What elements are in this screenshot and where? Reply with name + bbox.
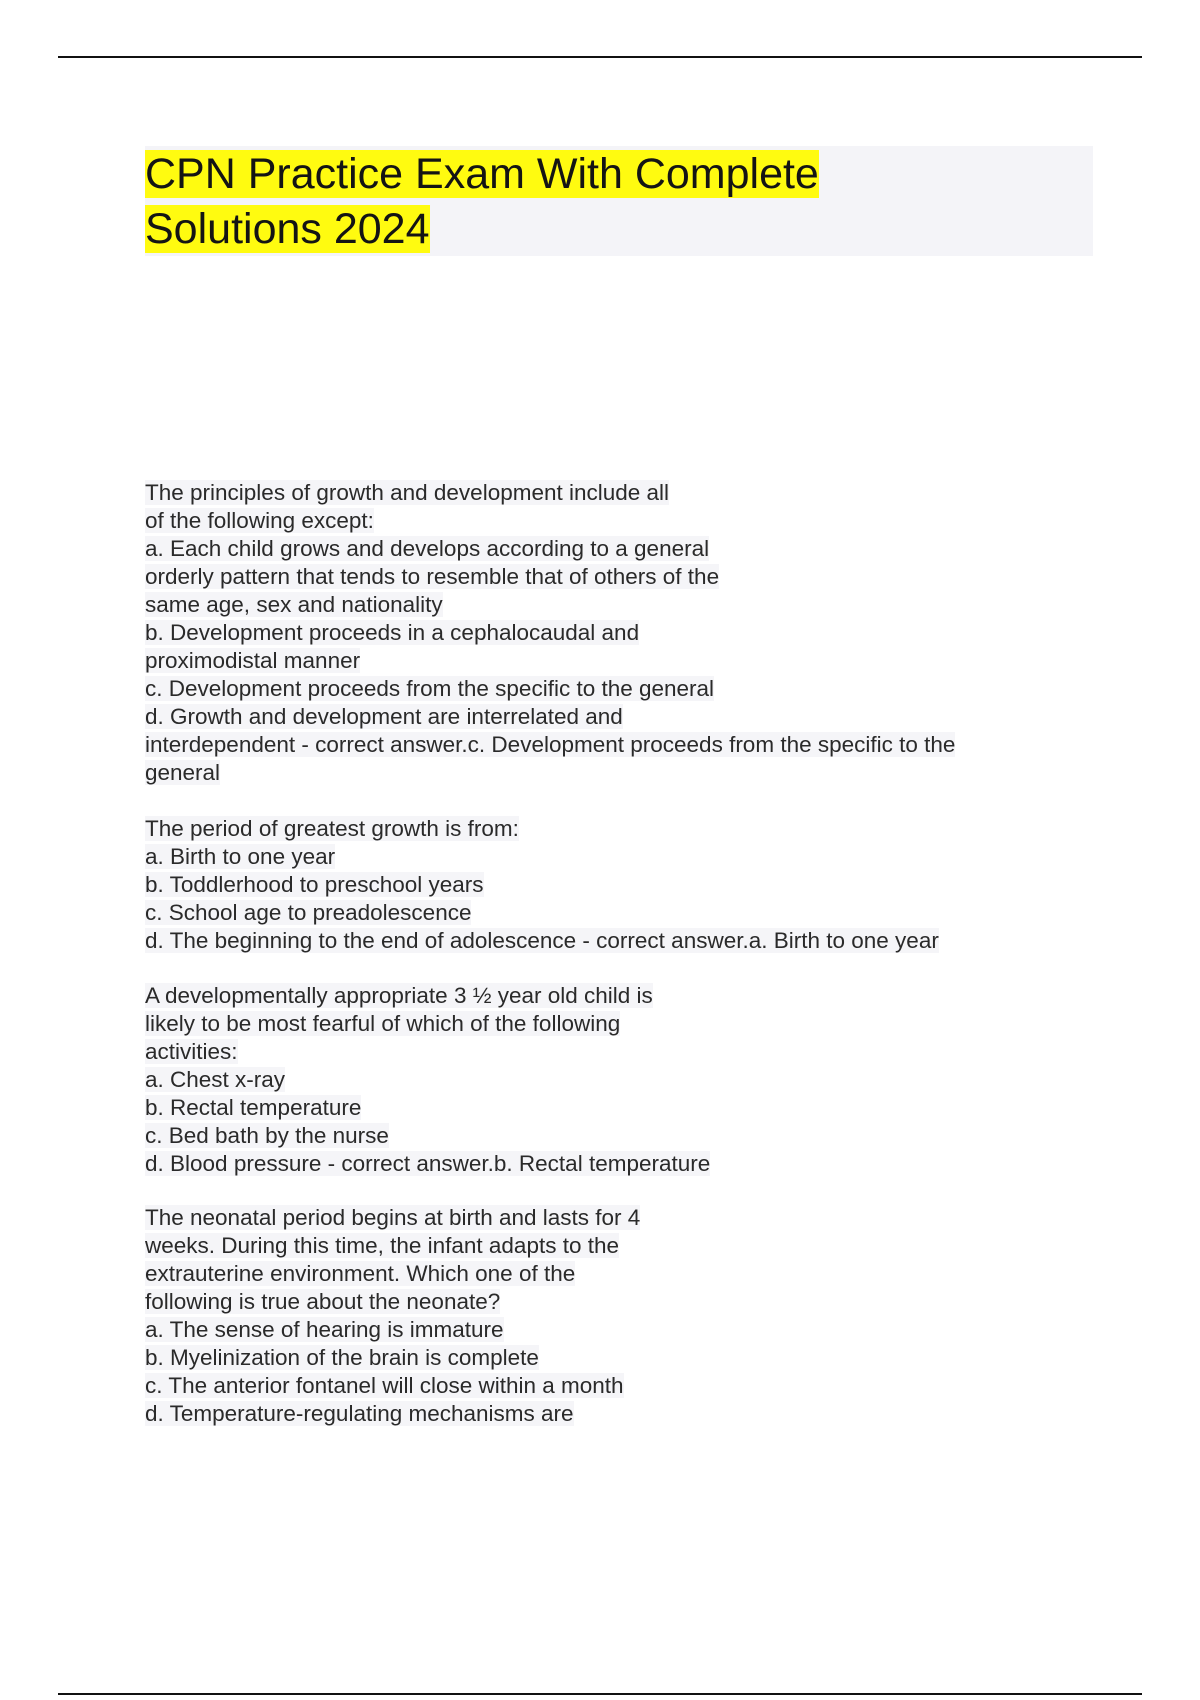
answer-option-continued: proximodistal manner xyxy=(145,648,361,673)
answer-option: b. Rectal temperature xyxy=(145,1095,362,1120)
question-text-line: The principles of growth and development include all xyxy=(145,480,670,505)
question-text-line: activities: xyxy=(145,1039,238,1064)
page-title xyxy=(145,147,819,257)
title-line-2: Solutions 2024 xyxy=(145,205,430,253)
question-block xyxy=(145,479,955,787)
question-block xyxy=(145,982,710,1178)
correct-answer-line: general xyxy=(145,760,221,785)
answer-option: b. Toddlerhood to preschool years xyxy=(145,872,484,897)
answer-option: a. Birth to one year xyxy=(145,844,336,869)
correct-answer-line: d. Blood pressure - correct answer.b. Rectal temperature xyxy=(145,1151,711,1176)
answer-option: d. Growth and development are interrelated and xyxy=(145,704,623,729)
answer-option: a. The sense of hearing is immature xyxy=(145,1317,504,1342)
question-text-line: of the following except: xyxy=(145,508,374,533)
answer-option: c. Bed bath by the nurse xyxy=(145,1123,389,1148)
correct-answer-line: d. The beginning to the end of adolescence - correct answer.a. Birth to one year xyxy=(145,928,939,953)
question-text-line: extrauterine environment. Which one of the xyxy=(145,1261,576,1286)
answer-option: b. Development proceeds in a cephalocaudal and xyxy=(145,620,640,645)
question-text-line: A developmentally appropriate 3 ½ year old child is xyxy=(145,983,653,1008)
question-block xyxy=(145,1204,640,1428)
answer-option: c. School age to preadolescence xyxy=(145,900,472,925)
title-line-1: CPN Practice Exam With Complete xyxy=(145,150,819,198)
correct-answer-line: interdependent - correct answer.c. Development proceeds from the specific to the xyxy=(145,732,956,757)
question-text-line: weeks. During this time, the infant adapts to the xyxy=(145,1233,620,1258)
answer-option: a. Chest x-ray xyxy=(145,1067,286,1092)
answer-option-continued: same age, sex and nationality xyxy=(145,592,443,617)
answer-option: a. Each child grows and develops according to a general xyxy=(145,536,710,561)
answer-option-continued: orderly pattern that tends to resemble that of others of the xyxy=(145,564,720,589)
answer-option: c. Development proceeds from the specific to the general xyxy=(145,676,715,701)
answer-option: c. The anterior fontanel will close within a month xyxy=(145,1373,624,1398)
answer-option: b. Myelinization of the brain is complete xyxy=(145,1345,539,1370)
header-rule xyxy=(58,56,1142,58)
footer-rule xyxy=(58,1693,1142,1695)
question-text-line: following is true about the neonate? xyxy=(145,1289,501,1314)
answer-option: d. Temperature-regulating mechanisms are xyxy=(145,1401,574,1426)
question-text-line: The neonatal period begins at birth and lasts for 4 xyxy=(145,1205,641,1230)
question-text-line: likely to be most fearful of which of the following xyxy=(145,1011,621,1036)
question-text-line: The period of greatest growth is from: xyxy=(145,816,519,841)
question-block xyxy=(145,815,939,955)
